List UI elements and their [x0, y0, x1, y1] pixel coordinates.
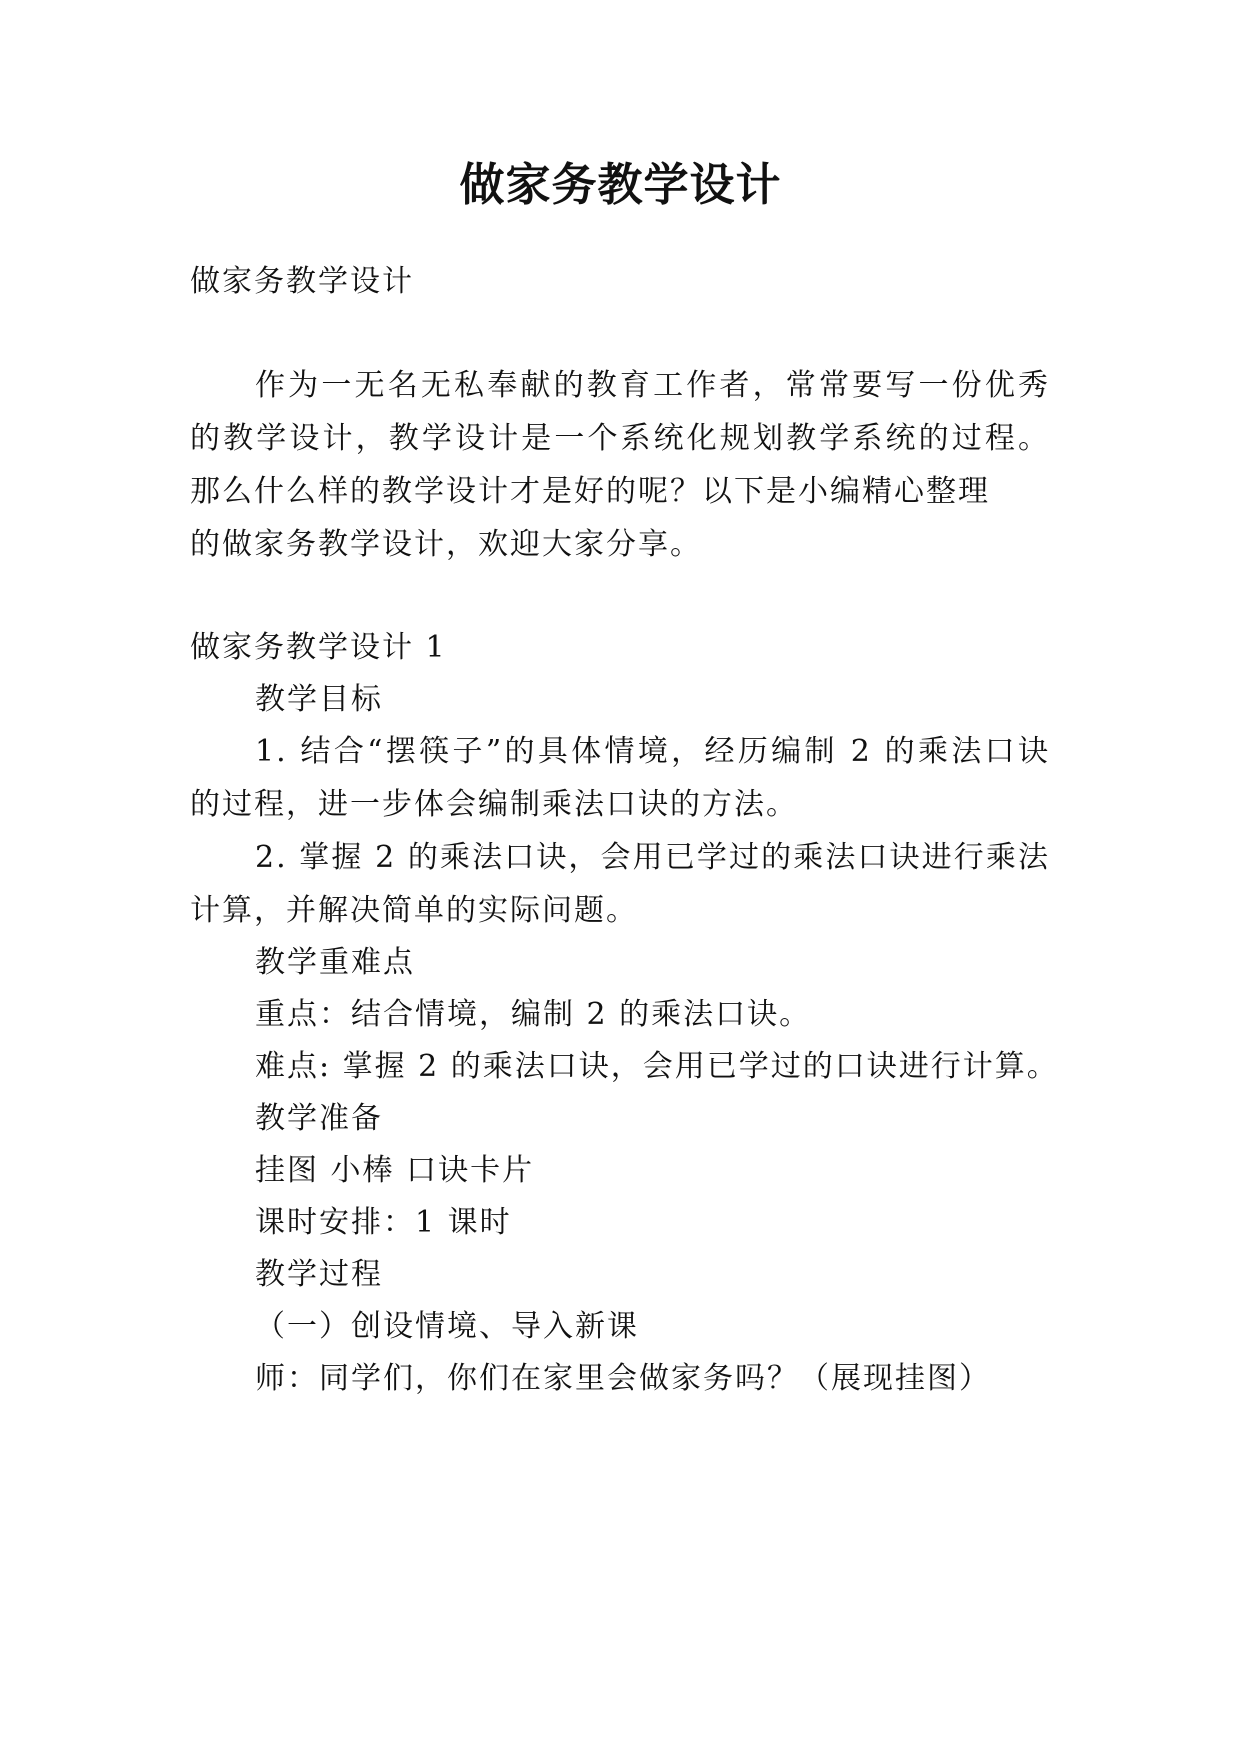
step1-heading: （一）创设情境、导入新课	[255, 1309, 639, 1344]
process-heading: 教学过程	[255, 1257, 383, 1292]
prep-items: 挂图 小棒 口诀卡片	[255, 1153, 535, 1188]
goal2-line-1: 2. 掌握 2 的乘法口诀，会用已学过的乘法口诀进行乘法	[255, 840, 1050, 875]
section-heading: 做家务教学设计 1	[190, 630, 447, 665]
goal1-line-2: 的过程，进一步体会编制乘法口诀的方法。	[190, 787, 798, 822]
schedule-text: 课时安排：1 课时	[255, 1205, 512, 1240]
document-title: 做家务教学设计	[459, 158, 782, 211]
intro-line-2: 的教学设计，教学设计是一个系统化规划教学系统的过程。	[190, 421, 1050, 456]
intro-line-4: 的做家务教学设计，欢迎大家分享。	[190, 527, 702, 562]
keypoints-heading: 教学重难点	[255, 945, 415, 980]
document-subtitle: 做家务教学设计	[190, 264, 414, 299]
goal2-line-2: 计算，并解决简单的实际问题。	[190, 893, 638, 928]
intro-line-1: 作为一无名无私奉献的教育工作者，常常要写一份优秀	[255, 368, 1050, 403]
prep-heading: 教学准备	[255, 1101, 383, 1136]
keypoint-text: 重点：结合情境，编制 2 的乘法口诀。	[255, 997, 812, 1032]
intro-line-3: 那么什么样的教学设计才是好的呢？以下是小编精心整理	[190, 474, 990, 509]
goals-heading: 教学目标	[255, 682, 383, 717]
goal1-line-1: 1. 结合“摆筷子”的具体情境，经历编制 2 的乘法口诀	[255, 734, 1050, 769]
teacher-line: 师：同学们，你们在家里会做家务吗？（展现挂图）	[255, 1361, 991, 1396]
difficulty-text: 难点: 掌握 2 的乘法口诀，会用已学过的口诀进行计算。	[255, 1049, 1059, 1084]
